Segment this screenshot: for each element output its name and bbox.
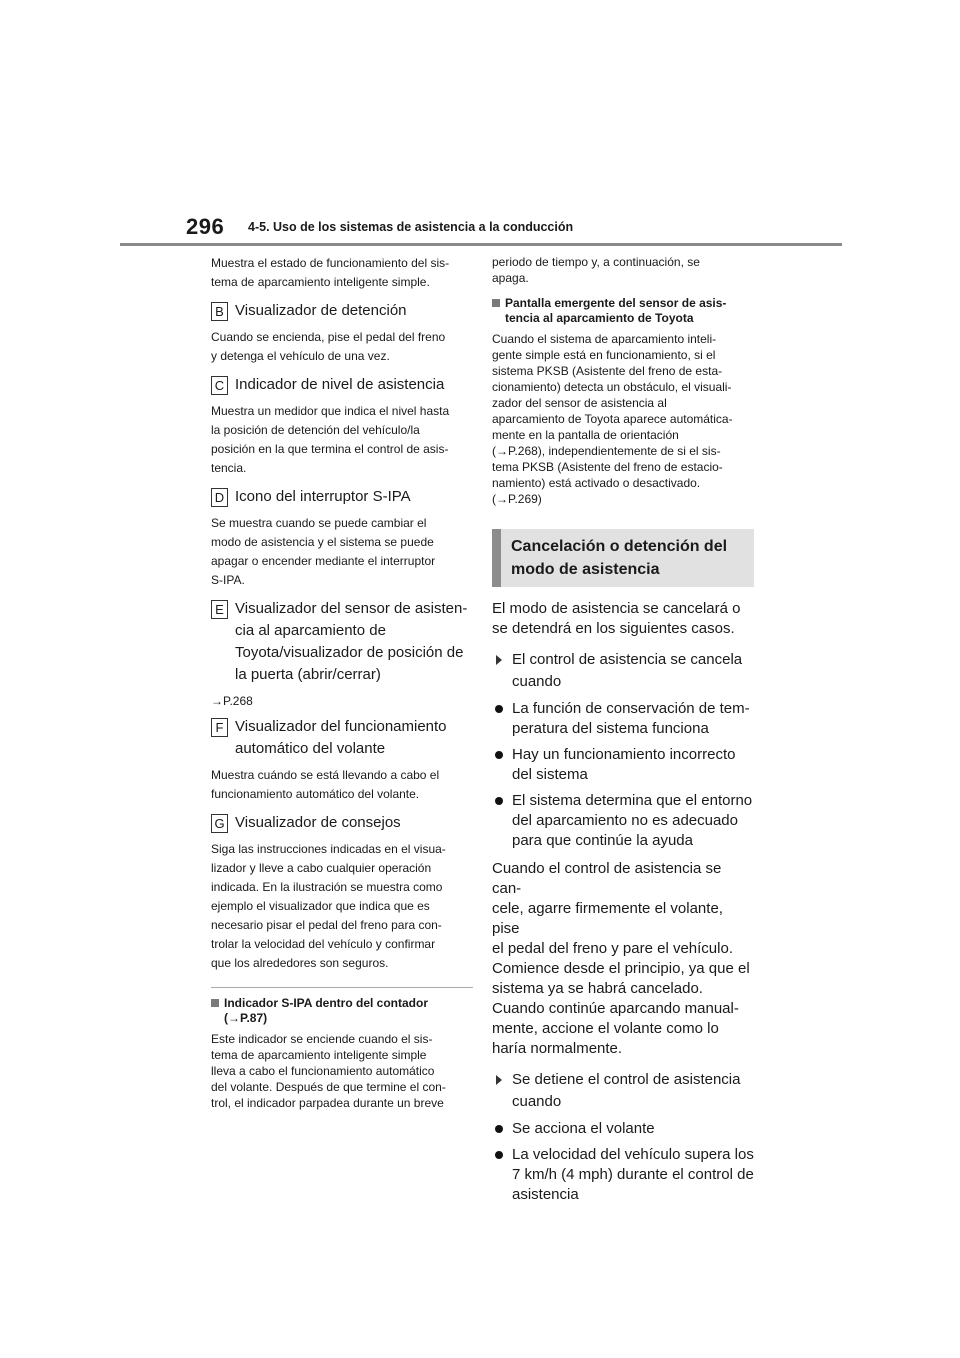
letter-badge: D xyxy=(211,488,228,507)
right-column xyxy=(492,254,754,1205)
item-desc: necesario pisar el pedal del freno para con- xyxy=(211,918,442,932)
bullet-text: del sistema xyxy=(512,766,588,783)
body-text: El modo de asistencia se cancelará o xyxy=(492,600,741,617)
bullet-item xyxy=(492,699,754,739)
body-text: el pedal del freno y pare el vehículo. xyxy=(492,940,733,957)
body-text: se detendrá en los siguientes casos. xyxy=(492,620,735,637)
bullet-dot-icon xyxy=(495,797,503,805)
note-heading xyxy=(211,996,473,1026)
note-text: sistema PKSB (Asistente del freno de esta- xyxy=(492,364,723,378)
item-desc: apagar o encender mediante el interruptor xyxy=(211,554,436,568)
item-desc: Muestra cuándo se está llevando a cabo el xyxy=(211,768,440,782)
divider xyxy=(211,987,473,988)
letter-badge: C xyxy=(211,376,228,395)
triangle-item-text: cuando xyxy=(512,1093,562,1110)
item-title: Visualizador del funcionamiento xyxy=(235,718,447,735)
note-text: mente en la pantalla de orientación xyxy=(492,428,679,442)
triangle-item xyxy=(492,649,754,693)
header-rule xyxy=(120,243,842,246)
letter-badge: E xyxy=(211,600,228,619)
bullet-text: Hay un funcionamiento incorrecto xyxy=(512,746,736,763)
section-heading-line: modo de asistencia xyxy=(511,561,660,578)
bullet-item xyxy=(492,791,754,851)
bullet-text: del aparcamiento no es adecuado xyxy=(512,812,738,829)
note-text: (→P.268), independientemente de si el sis- xyxy=(492,444,721,458)
bullet-item xyxy=(492,745,754,785)
intro-line: tema de aparcamiento inteligente simple. xyxy=(211,275,430,289)
item-d xyxy=(211,486,473,508)
bullet-text: peratura del sistema funciona xyxy=(512,720,709,737)
note-heading-line: Pantalla emergente del sensor de asis- xyxy=(505,296,727,310)
note-heading xyxy=(492,296,754,326)
body-text: sistema ya se habrá cancelado. xyxy=(492,980,703,997)
bullet-dot-icon xyxy=(495,751,503,759)
bullet-text: asistencia xyxy=(512,1186,579,1203)
item-title: Visualizador de consejos xyxy=(235,814,401,831)
intro-line: Muestra el estado de funcionamiento del sis- xyxy=(211,256,450,270)
note-text: (→P.269) xyxy=(492,492,542,506)
item-title: Visualizador de detención xyxy=(235,302,407,319)
item-desc: trolar la velocidad del vehículo y confirmar xyxy=(211,937,436,951)
item-desc: S-IPA. xyxy=(211,573,245,587)
body-text: mente, accione el volante como lo xyxy=(492,1020,719,1037)
body-text: haría normalmente. xyxy=(492,1040,623,1057)
item-desc: Muestra un medidor que indica el nivel hasta xyxy=(211,404,450,418)
note-heading-ref[interactable]: (→P.87) xyxy=(224,1011,268,1025)
item-desc: tencia. xyxy=(211,461,247,475)
section-heading-line: Cancelación o detención del xyxy=(511,538,728,555)
bullet-text: para que continúe la ayuda xyxy=(512,832,693,849)
triangle-item-text: Se detiene el control de asistencia xyxy=(512,1071,741,1088)
page-number: 296 xyxy=(186,214,225,239)
note-heading-line: Indicador S-IPA dentro del contador xyxy=(224,996,429,1010)
section-title: 4-5. Uso de los sistemas de asistencia a la conducción xyxy=(248,220,574,234)
left-column xyxy=(211,254,473,1111)
item-title: Icono del interruptor S-IPA xyxy=(235,488,411,505)
item-desc: posición en la que termina el control de asis- xyxy=(211,442,449,456)
item-g xyxy=(211,812,473,834)
letter-badge: F xyxy=(211,718,228,737)
section-heading-box xyxy=(492,529,754,587)
bullet-text: Se acciona el volante xyxy=(512,1120,655,1137)
item-title: la puerta (abrir/cerrar) xyxy=(235,666,381,683)
note-text: lleva a cabo el funcionamiento automático xyxy=(211,1064,435,1078)
item-f xyxy=(211,716,473,760)
square-bullet-icon xyxy=(492,299,500,307)
item-desc: Se muestra cuando se puede cambiar el xyxy=(211,516,427,530)
note-text: gente simple está en funcionamiento, si el xyxy=(492,348,716,362)
item-title: Toyota/visualizador de posición de xyxy=(235,644,464,661)
note-text: tema PKSB (Asistente del freno de estacio- xyxy=(492,460,723,474)
note-text: del volante. Después de que termine el con- xyxy=(211,1080,446,1094)
bullet-item xyxy=(492,1145,754,1205)
body-text: Comience desde el principio, ya que el xyxy=(492,960,750,977)
square-bullet-icon xyxy=(211,999,219,1007)
triangle-item-text: El control de asistencia se cancela xyxy=(512,651,743,668)
item-desc: lizador y lleve a cabo cualquier operación xyxy=(211,861,432,875)
note-text: Este indicador se enciende cuando el sis- xyxy=(211,1032,433,1046)
item-desc: la posición de detención del vehículo/la xyxy=(211,423,420,437)
note-text: trol, el indicador parpadea durante un breve xyxy=(211,1096,444,1110)
body-text: Cuando el control de asistencia se can- xyxy=(492,860,722,897)
item-title: automático del volante xyxy=(235,740,386,757)
bullet-text: 7 km/h (4 mph) durante el control de xyxy=(512,1166,754,1183)
item-c xyxy=(211,374,473,396)
bullet-dot-icon xyxy=(495,705,503,713)
item-desc: indicada. En la ilustración se muestra como xyxy=(211,880,443,894)
item-desc: ejemplo el visualizador que indica que es xyxy=(211,899,430,913)
note-text: zador del sensor de asistencia al xyxy=(492,396,667,410)
item-desc: y detenga el vehículo de una vez. xyxy=(211,349,390,363)
bullet-text: La función de conservación de tem- xyxy=(512,700,750,717)
body-text: cele, agarre firmemente el volante, pise xyxy=(492,900,723,937)
bullet-dot-icon xyxy=(495,1151,503,1159)
note-text: cionamiento) detecta un obstáculo, el visuali- xyxy=(492,380,732,394)
triangle-item-text: cuando xyxy=(512,673,562,690)
note-heading-line: tencia al aparcamiento de Toyota xyxy=(505,311,694,325)
note-text: tema de aparcamiento inteligente simple xyxy=(211,1048,427,1062)
bullet-text: El sistema determina que el entorno xyxy=(512,792,753,809)
body-text: Cuando continúe aparcando manual- xyxy=(492,1000,739,1017)
item-e xyxy=(211,598,473,686)
bullet-text: La velocidad del vehículo supera los xyxy=(512,1146,754,1163)
item-desc: Cuando se encienda, pise el pedal del freno xyxy=(211,330,446,344)
item-desc: que los alrededores son seguros. xyxy=(211,956,389,970)
item-title: Visualizador del sensor de asisten- xyxy=(235,600,468,617)
note-text: Cuando el sistema de aparcamiento inteli- xyxy=(492,332,717,346)
letter-badge: G xyxy=(211,814,228,833)
note-text: aparcamiento de Toyota aparece automática- xyxy=(492,412,733,426)
bullet-dot-icon xyxy=(495,1125,503,1133)
triangle-item xyxy=(492,1069,754,1113)
triangle-bullet-icon xyxy=(496,1075,502,1085)
triangle-bullet-icon xyxy=(496,655,502,665)
note-text: namiento) está activado o desactivado. xyxy=(492,476,701,490)
note-text: apaga. xyxy=(492,271,529,285)
bullet-item xyxy=(492,1119,754,1139)
letter-badge: B xyxy=(211,302,228,321)
item-title: cia al aparcamiento de xyxy=(235,622,386,639)
item-desc: modo de asistencia y el sistema se puede xyxy=(211,535,434,549)
note-text: periodo de tiempo y, a continuación, se xyxy=(492,255,700,269)
page-reference-link[interactable]: →P.268 xyxy=(211,694,253,708)
item-title: Indicador de nivel de asistencia xyxy=(235,376,445,393)
item-desc: Siga las instrucciones indicadas en el visua- xyxy=(211,842,446,856)
item-desc: funcionamiento automático del volante. xyxy=(211,787,420,801)
item-b xyxy=(211,300,473,322)
